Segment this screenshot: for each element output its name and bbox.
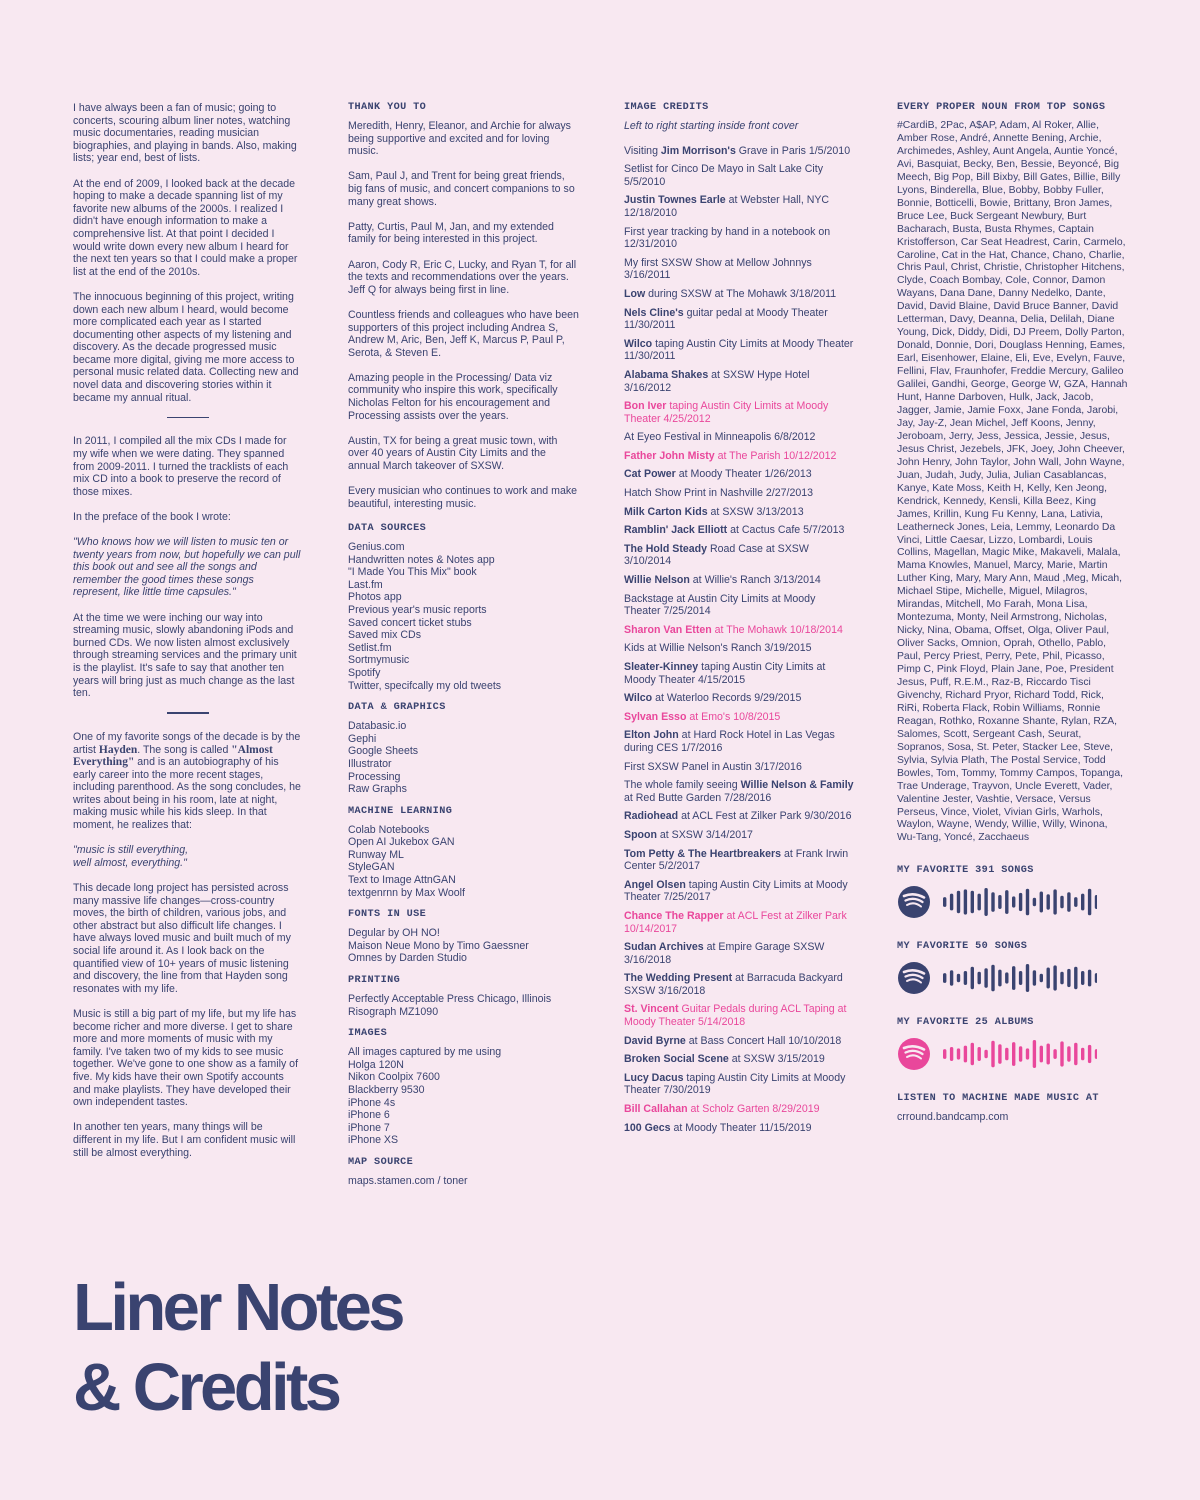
credit-item [624,1003,854,1028]
list-item: textgenrnn by Max Woolf [348,886,465,899]
spotify-code-bar [1095,1049,1097,1059]
credit-item [624,400,854,425]
credit-item [624,879,854,904]
spotify-code-bar [1053,890,1056,915]
credit-artist: Sudan Archives [624,941,704,954]
list-item: All images captured by me using [348,1046,502,1059]
credit-item [624,487,854,500]
list-item: Processing [348,770,401,783]
spotify-icon [898,962,930,994]
credit-text: at Willie's Ranch 3/13/2014 [689,574,821,587]
credit-item [624,226,854,251]
list-item: iPhone 4s [348,1096,396,1109]
credit-item [624,574,854,587]
spotify-code-bar [978,972,981,985]
spotify-code-bar [1053,1049,1056,1059]
spotify-code [897,1037,1097,1071]
spotify-code-bar [1095,973,1097,983]
credit-text: at Bass Concert Hall 10/10/2018 [685,1034,842,1047]
spotify-code-bar [1088,889,1091,916]
credit-text: at SXSW 3/15/2019 [728,1053,825,1066]
intro-paragraph: I have always been a fan of music; going to concerts, scouring album liner notes, watching music documentaries, reading musician biographies, and playing in bands. Also, making lists; year end, best of lists. [73,102,297,165]
images-section [348,1028,580,1147]
list-item: iPhone 6 [348,1109,390,1122]
credit-text: First year tracking by hand in a notebook on 12/31/2010 [624,225,831,251]
spotify-code-bar [943,1049,946,1059]
credit-artist: Ramblin' Jack Elliott [624,524,728,537]
spotify-code-bar [971,967,974,989]
list-item: Previous year's music reports [348,603,487,616]
credit-artist: Tom Petty & The Heartbreakers [624,847,781,860]
credit-artist: Broken Social Scene [624,1053,729,1066]
credit-item [624,910,854,935]
list-item: Holga 120N [348,1058,404,1071]
list-item: Gephi [348,732,377,745]
spotify-code-bar [1060,1042,1063,1067]
spotify-code-bar [1081,1048,1084,1061]
credit-item [624,810,854,823]
divider [167,417,209,419]
credit-text: at SXSW 3/13/2013 [707,505,804,518]
credit-artist: Milk Carton Kids [624,505,708,518]
credit-artist: Wilco [624,692,653,705]
credit-artist: Willie Nelson & Family [740,779,854,792]
spotify-code-bar [1067,969,1070,987]
credit-list [624,145,854,1135]
spotify-code-bar [964,890,967,915]
spotify-heading: MY FAVORITE 391 SONGS [897,865,1034,877]
spotify-code-bar [950,1047,953,1061]
spotify-code-bar [991,893,994,913]
spotify-code-bar [950,894,953,911]
acknowledgements-column [348,102,580,1198]
credit-text: at Hard Rock Hotel in Las Vegas during CES 1/7/2016 [624,729,835,754]
spotify-code-bar [1005,890,1008,914]
credit-item [624,450,854,463]
spotify-code [897,961,1097,995]
credit-item [624,288,854,301]
credit-text: at Red Butte Garden 7/28/2016 [624,791,772,804]
credit-artist: Low [624,287,646,300]
quote-line: "music is still everything, [73,844,189,857]
proper-nouns-column [897,102,1129,1124]
credit-artist: Father John Misty [624,449,715,462]
title-line: & Credits [73,1350,339,1425]
list-item: Omnes by Darden Studio [348,952,467,965]
spotify-code-bar [1012,897,1015,908]
text: . The song is called [137,743,232,756]
spotify-code-bar [1005,973,1008,984]
list-item: Raw Graphs [348,783,407,796]
preface-quote: "Who knows how we will listen to music ten or twenty years from now, but hopefully we can pull this book out and see all the songs and remember the good times these songs represent, like little time capsules." [73,536,301,599]
credit-item [624,468,854,481]
printing-section [348,975,580,1018]
spotify-code-bar [1040,974,1043,982]
spotify-code-bar [957,1049,960,1060]
credit-text: First SXSW Panel in Austin 3/17/2016 [624,760,802,773]
thanks-item: Amazing people in the Processing/ Data viz community who inspire this work, specifically Nicholas Felton for his encouragement and Processing assists over the years. [348,371,558,422]
list [348,993,580,1018]
song-quote [73,844,303,869]
map-source-section [348,1157,580,1188]
spotify-code-bar [1074,967,1077,989]
text: One of my favorite songs of the decade is by the artist [73,730,301,756]
quote-line: well almost, everything." [73,856,187,869]
data-graphics-section [348,702,580,796]
spotify-code-bar [1047,968,1050,989]
spotify-code-bar [1074,1043,1077,1065]
credit-artist: Wilco [624,337,653,350]
credit-item [624,1103,854,1116]
section-heading: IMAGES [348,1028,388,1040]
credit-artist: David Byrne [624,1034,686,1047]
credit-artist: Spoon [624,828,657,841]
list-item: Spotify [348,666,381,679]
spotify-code-bar [991,965,994,992]
credit-artist: Justin Townes Earle [624,194,726,207]
credit-artist: Cat Power [624,468,676,481]
list-item: Genius.com [348,541,405,553]
credit-text: My first SXSW Show at Mellow Johnnys 3/16/2011 [624,256,812,282]
divider [167,712,209,714]
credit-item [624,593,854,618]
spotify-code-bar [978,1047,981,1061]
spotify-code-bar [943,973,946,983]
credit-item [624,338,854,363]
spotify-code-bar [971,1043,974,1065]
credit-artist: The Wedding Present [624,972,733,985]
intro-paragraph: The innocuous beginning of this project, writing down each new album I heard, would become more complicated each year as I started documenting other aspects of my listening and discovery. As the decade progressed music became more digital, giving me more access to personal music related data. Collecting new and novel data and discovering stories within it became my annual ritual. [73,290,299,404]
spotify-code-bar [1088,970,1091,987]
spotify-code-bar [1005,1048,1008,1061]
spotify-heading: MY FAVORITE 50 SONGS [897,941,1028,953]
section-heading: DATA SOURCES [348,523,427,534]
intro-paragraph: This decade long project has persisted across many massive life changes—cross-country moves, the birth of children, various jobs, and other abstract but also difficult life changes. I have always loved music and built much of my social life around it. As I look back on the quantified view of 10+ years of music listening and discovery, the line from that Hayden song resonates with my life. [73,882,291,995]
credit-text: Grave in Paris 1/5/2010 [735,144,851,157]
proper-nouns-heading: EVERY PROPER NOUN FROM TOP SONGS [897,102,1106,113]
spotify-code-bar [1026,889,1029,916]
spotify-code-bar [998,895,1001,909]
spotify-code-bar [964,1046,967,1063]
credit-item [624,1122,854,1135]
spotify-code-bar [1033,1040,1036,1068]
credit-text: at SXSW 3/14/2017 [656,828,753,841]
credit-text: Setlist for Cinco De Mayo in Salt Lake City 5/5/2010 [624,163,824,188]
credit-item [624,661,854,686]
spotify-code-bar [1081,971,1084,985]
intro-paragraph: In the preface of the book I wrote: [73,510,231,523]
intro-column [73,102,303,1172]
proper-nouns-list: #CardiB, 2Pac, A$AP, Adam, Al Roker, Allie, Amber Rose, André, Annette Bening, Archie, Archimedes, Ashley, Aunt Angela, Auntie Yoncé, Avi, Basquiat, Becky, Ben, Bessie, Beyoncé, Big Meech, Big Pop, Bill Bixby, Bill Gates, Billie, Billy Lyons, Binderella, Blue, Bobby, Bobby Fuller, Bonnie, Botticelli, Bowie, Brittany, Bron James, Bruce Lee, Buck Sergeant Newbury, Burt Bacharach, Busta, Busta Rhymes, Captain Kristofferson, Car Seat Headrest, Carin, Carmelo, Caroline, Cat in the Hat, Chance, Chano, Charlie, Chris Paul, Christ, Christie, Christopher Hitchens, Clyde, Coach Bombay, Cole, Connor, Damon Wayans, Dana Dane, Danny Nedelko, Dante, David, David Blaine, David Bruce Banner, David Letterman, Davy, Deanna, Delia, Delilah, Diane Young, Dick, Diddy, Didi, DJ Preem, Dolly Parton, Donald, Donnie, Dori, Douglass Henning, Eames, Earl, Eisenhower, Elaine, Eli, Eve, Evelyn, Fauve, Fellini, Flav, Fraunhofer, Freddie Mercury, Galileo Galilei, Gandhi, George, George W, GZA, Hannah Hunt, Hanne Darboven, Hulk, Jack, Jacob, Jagger, Jamie, Jamie Foxx, Jane Fonda, Jarobi, Jay, Jay-Z, Jean Michel, Jeff Koons, Jenny, Jeroboam, Jerry, Jess, Jessica, Jessie, Jesus, Jesus Christ, Jezebels, JFK, Joey, John Cheever, John Henry, John Taylor, John Wall, John Wayne, Juan, Judah, Judy, Julia, Julian Casablancas, Kanye, Kate Moss, Keith H, Kelly, Ken Jeong, Kendrick, Kennedy, Kensli, Killa Beez, King James, Krillin, Kung Fu Kenny, Lana, Lativia, Leatherneck Jones, Leia, Lemmy, Leonardo Da Vinci, Little Caesar, Lizzo, Lombardi, Louis Collins, Magellan, Magic Mike, Makaveli, Malala, Mama Knowles, Manuel, Marcy, Marie, Martin Luther King, Mary, Mary Ann, Maud ,Meg, Micah, Michael Stipe, Michelle, Miguel, Milagros, Mirandas, Mitchell, Mo Farah, Mona Lisa, Montezuma, Monty, Neil Armstrong, Nicholas, Nicky, Nina, Obama, Offset, Olga, Oliver Paul, Oliver Sacks, Omnion, Oprah, Othello, Pablo, Paul, Percy Priest, Perry, Pete, Phil, Picasso, Pimp C, Pink Floyd, Plain Jane, Poe, President Jesus, Puff, R.E.M., Raz-B, Riccardo Tisci Givenchy, Richard Pryor, Richard Todd, Rick, RiRi, Roberta Flack, Robin Williams, Ronnie Reagan, Rothko, Roxanne Shante, Rylan, RZA, Salomes, Scott, Sergeant Cash, Seurat, Sopranos, Sosa, St. Peter, Stacker Lee, Steve, Sylvia, Sylvia Plath, The Postal Service, Todd Bowles, Tom, Tommy, Tommy Campos, Topanga, Trae Underage, Trayvon, Uncle Everett, Vader, Valentine Jester, Vashtie, Versace, Versus Perseus, Vince, Violet, Vivian Girls, Warhols, Waylon, Wayne, Wendy, Willie, Willy, Winona, Wu-Tang, Yoncé, Zacchaeus [897,120,1128,844]
list-item: maps.stamen.com / toner [348,1174,468,1187]
spotify-code-bar [1053,966,1056,991]
credit-item [624,1035,854,1048]
thanks-item: Austin, TX for being a great music town, with over 40 years of Austin City Limits and the annual March takeover of SXSW. [348,434,558,473]
credit-item [624,307,854,332]
credit-text: during SXSW at The Mohawk 3/18/2011 [645,287,837,300]
machine-learning-section [348,806,580,900]
intro-paragraph: At the end of 2009, I looked back at the decade hoping to make a decade spanning list of my favorite new albums of the 2000s. I realized I didn't have enough information to make a comprehensive list. At that point I decided I would write down every new album I heard for the next ten years so that I could make a proper list at the end of the 2010s. [73,177,298,278]
spotify-code-bar [1067,893,1070,913]
credit-artist: 100 Gecs [624,1121,671,1134]
credit-item [624,506,854,519]
data-sources-section [348,523,580,692]
list-item: Perfectly Acceptable Press Chicago, Illinois [348,993,552,1006]
list-item: Runway ML [348,848,404,861]
list-item: Google Sheets [348,745,419,758]
list [348,541,580,692]
spotify-code-bar [1047,895,1050,910]
credit-text: at SXSW Hype Hotel 3/16/2012 [624,368,810,394]
song-title: "Almost Everything" [73,743,273,769]
spotify-code-bar [984,969,987,989]
spotify-code-songs50[interactable] [897,961,1129,995]
credit-item [624,848,854,873]
thanks-item: Countless friends and colleagues who have been supporters of this project including Andrea S, Andrew M, Aric, Ben, Jeff K, Marcus P, Paul P, Serota, & Steven E. [348,308,579,359]
credit-artist: Alabama Shakes [624,368,709,381]
credit-text: at The Parish 10/12/2012 [714,449,837,462]
spotify-code-bar [984,888,987,916]
credit-text: at ACL Fest at Zilker Park 9/30/2016 [678,810,852,823]
spotify-code-bar [978,894,981,911]
list-item: Illustrator [348,757,392,770]
credit-text: at Waterloo Records 9/29/2015 [652,692,802,705]
credit-item [624,692,854,705]
credit-text: at Moody Theater 11/15/2019 [670,1121,812,1134]
page-title [73,1268,773,1428]
credit-text: taping Austin City Limits at Moody Theater 4/15/2015 [624,661,826,686]
credit-text: Road Case at SXSW 3/10/2014 [624,542,809,568]
credit-item [624,642,854,655]
credit-item [624,829,854,842]
credit-text: taping Austin City Limits at Moody Theater 4/25/2012 [624,400,829,425]
spotify-code-bar [1019,1047,1022,1062]
credit-artist: Bon Iver [624,400,667,413]
spotify-code-bar [957,891,960,913]
fonts-section [348,909,580,965]
credit-text: at Cactus Cafe 5/7/2013 [727,524,845,537]
thanks-item: Meredith, Henry, Eleanor, and Archie for always being supportive and excited and for loving music. [348,120,571,158]
credit-item [624,624,854,637]
credit-text: at Moody Theater 1/26/2013 [675,468,812,481]
section-heading: PRINTING [348,975,401,987]
credit-text: at Barracuda Backyard SXSW 3/16/2018 [624,972,843,997]
credit-item [624,941,854,966]
thanks-heading: THANK YOU TO [348,102,427,113]
spotify-code-bar [1067,1047,1070,1062]
credit-item [624,145,854,158]
list-item: Text to Image AttnGAN [348,874,456,887]
spotify-code-bar [984,1050,987,1058]
list-item: Databasic.io [348,720,407,733]
spotify-code-bar [1012,1042,1015,1066]
image-credits-column [624,102,854,1140]
credit-artist: Radiohead [624,810,679,823]
spotify-code-bar [1060,896,1063,909]
spotify-code-bar [1019,971,1022,985]
list-item: iPhone XS [348,1134,399,1147]
credit-text: Visiting [624,144,661,157]
list [348,1175,580,1188]
credit-artist: Sylvan Esso [624,710,687,723]
list-item: Degular by OH NO! [348,927,440,940]
section-heading: FONTS IN USE [348,909,427,921]
list-item: "I Made You This Mix" book [348,566,477,579]
list [348,720,580,796]
section-heading: DATA & GRAPHICS [348,702,446,714]
spotify-code-bar [1040,1046,1043,1063]
spotify-code-bar [957,974,960,982]
spotify-code-songs391[interactable] [897,885,1129,919]
spotify-code-bar [998,1045,1001,1065]
credit-artist: The Hold Steady [624,542,707,555]
credit-item [624,543,854,568]
credit-text: taping Austin City Limits at Moody Theater 11/30/2011 [624,337,854,363]
spotify-code-bar [1074,897,1077,907]
list-item: Nikon Coolpix 7600 [348,1071,440,1084]
credit-artist: Sleater-Kinney [624,661,699,673]
credit-text: Backstage at Austin City Limits at Moody Theater 7/25/2014 [624,592,816,618]
list-item: iPhone 7 [348,1121,390,1134]
thanks-item: Every musician who continues to work and make beautiful, interesting music. [348,485,578,510]
bandcamp-link[interactable]: crround.bandcamp.com [897,1111,1009,1124]
credit-item [624,524,854,537]
thanks-item: Patty, Curtis, Paul M, Jan, and my extended family for being interested in this project. [348,220,554,246]
credit-text: at Frank Irwin Center 5/2/2017 [624,847,849,873]
list [348,927,580,965]
credit-text: at Empire Garage SXSW 3/16/2018 [624,941,825,966]
thanks-item: Sam, Paul J, and Trent for being great friends, big fans of music, and concert companions to so many great shows. [348,170,575,208]
text: and is an autobiography of his early career into the more recent stages, including parenthood. As the song concludes, he writes about being in his room, late at night, making music while his kids sleep. In that moment, he realizes that: [73,756,301,832]
spotify-code-bar [1088,1045,1091,1063]
intro-paragraph: In 2011, I compiled all the mix CDs I made for my wife when we were dating. They spanned from 2009-2011. I turned the tracklists of each mix CD into a book to preserve the record of those mixes. [73,435,289,498]
credit-item [624,431,854,444]
spotify-code-bar [1060,972,1063,985]
section-heading: MAP SOURCE [348,1156,414,1168]
spotify-code-bar [1019,893,1022,911]
credit-artist: Nels Cline's [624,306,684,319]
spotify-code-albums25[interactable] [897,1037,1129,1071]
list-item: Sortmymusic [348,654,410,667]
credit-item [624,1053,854,1066]
intro-paragraph [73,731,303,832]
spotify-code-bar [998,970,1001,987]
credit-text: taping Austin City Limits at Moody Theater 7/30/2019 [624,1071,846,1097]
credit-text: Hatch Show Print in Nashville 2/27/2013 [624,487,814,500]
credit-text: at Emo's 10/8/2015 [686,710,781,723]
spotify-heading: MY FAVORITE 25 ALBUMS [897,1017,1034,1029]
spotify-code-bar [991,1041,994,1068]
credit-artist: St. Vincent [624,1003,679,1016]
list-item: Setlist.fm [348,641,392,654]
credit-item [624,779,854,804]
credit-artist: Chance The Rapper [624,909,724,922]
spotify-icon [898,886,930,918]
spotify-code-bar [950,971,953,986]
credit-text: At Eyeo Festival in Minneapolis 6/8/2012 [624,431,816,444]
spotify-code-bar [964,971,967,985]
spotify-code-bar [1047,1044,1050,1065]
list-item: Blackberry 9530 [348,1084,425,1096]
spotify-code-bar [1033,971,1036,986]
list-item: Last.fm [348,578,383,591]
credit-artist: Sharon Van Etten [624,623,712,636]
credit-artist: Jim Morrison's [660,144,736,157]
credit-artist: Lucy Dacus [624,1071,684,1084]
list-item: Risograph MZ1090 [348,1005,439,1018]
machine-music-heading: LISTEN TO MACHINE MADE MUSIC AT [897,1093,1099,1105]
spotify-code-bar [1012,966,1015,990]
credit-text: guitar pedal at Moody Theater 11/30/2011 [624,306,828,332]
credit-item [624,194,854,219]
list-item: Maison Neue Mono by Timo Gaessner [348,939,529,952]
credit-artist: Willie Nelson [624,574,690,587]
credit-text: Guitar Pedals during ACL Taping at Moody Theater 5/14/2018 [624,1003,847,1029]
credit-item [624,369,854,394]
credit-text: at Scholz Garten 8/29/2019 [687,1103,820,1116]
credit-text: taping Austin City Limits at Moody Theater 7/25/2017 [624,878,848,904]
spotify-code-bar [1026,1049,1029,1060]
credit-item [624,1072,854,1097]
credit-item [624,729,854,754]
list-item: Colab Notebooks [348,823,430,836]
spotify-icon [898,1038,930,1070]
list-item: Open AI Jukebox GAN [348,836,455,849]
spotify-code-bar [1026,964,1029,992]
intro-paragraph: Music is still a big part of my life, but my life has become richer and more diverse. I get to share more and more moments of music with my family. I've taken two of my kids to see music together. We've gone to one show as a family of five. My kids have their own Spotify accounts and make playlists. They have developed their own independent tastes. [73,1007,299,1109]
spotify-code-bar [971,891,974,913]
credit-artist: Elton John [624,729,679,742]
list-item: StyleGAN [348,861,395,874]
image-credits-subheading: Left to right starting inside front cover [624,120,799,132]
credit-text: The whole family seeing [624,779,741,792]
spotify-code-bar [1033,898,1036,906]
spotify-code-bar [1040,892,1043,913]
intro-paragraph: At the time we were inching our way into streaming music, slowly abandoning iPods and burned CDs. We now listen almost exclusively through streaming services and the primary unit is the playlist. It's safe to say that another ten years will bring just as much change as the last ten. [73,611,297,700]
credit-text: at The Mohawk 10/18/2014 [711,623,843,636]
thanks-list [348,120,580,510]
spotify-code [897,885,1097,919]
list-item: Saved mix CDs [348,629,421,642]
title-line: Liner Notes [73,1270,402,1345]
list [348,824,580,900]
list-item: Handwritten notes & Notes app [348,553,495,566]
credit-text: at Webster Hall, NYC 12/18/2010 [624,194,830,219]
image-credits-heading: IMAGE CREDITS [624,102,709,113]
intro-paragraph: In another ten years, many things will be different in my life. But I am confident music will still be almost everything. [73,1121,296,1159]
credit-item [624,257,854,282]
spotify-code-bar [943,897,946,907]
credit-item [624,711,854,724]
spotify-code-bar [1095,895,1097,909]
section-heading: MACHINE LEARNING [348,805,453,817]
list-item: Saved concert ticket stubs [348,616,472,629]
list [348,1046,580,1147]
credit-text: Kids at Willie Nelson's Ranch 3/19/2015 [624,642,812,655]
credit-text: at ACL Fest at Zilker Park 10/14/2017 [624,909,847,935]
credit-item [624,761,854,774]
list-item: Photos app [348,591,402,604]
artist-name: Hayden [98,743,138,756]
thanks-item: Aaron, Cody R, Eric C, Lucky, and Ryan T, for all the texts and recommendations over the years. Jeff Q for always being first in line. [348,258,577,296]
credit-item [624,163,854,188]
credit-artist: Angel Olsen [624,878,686,891]
spotify-code-bar [1081,894,1084,911]
credit-artist: Bill Callahan [624,1103,688,1116]
list-item: Twitter, specifcally my old tweets [348,679,502,692]
credit-item [624,972,854,997]
